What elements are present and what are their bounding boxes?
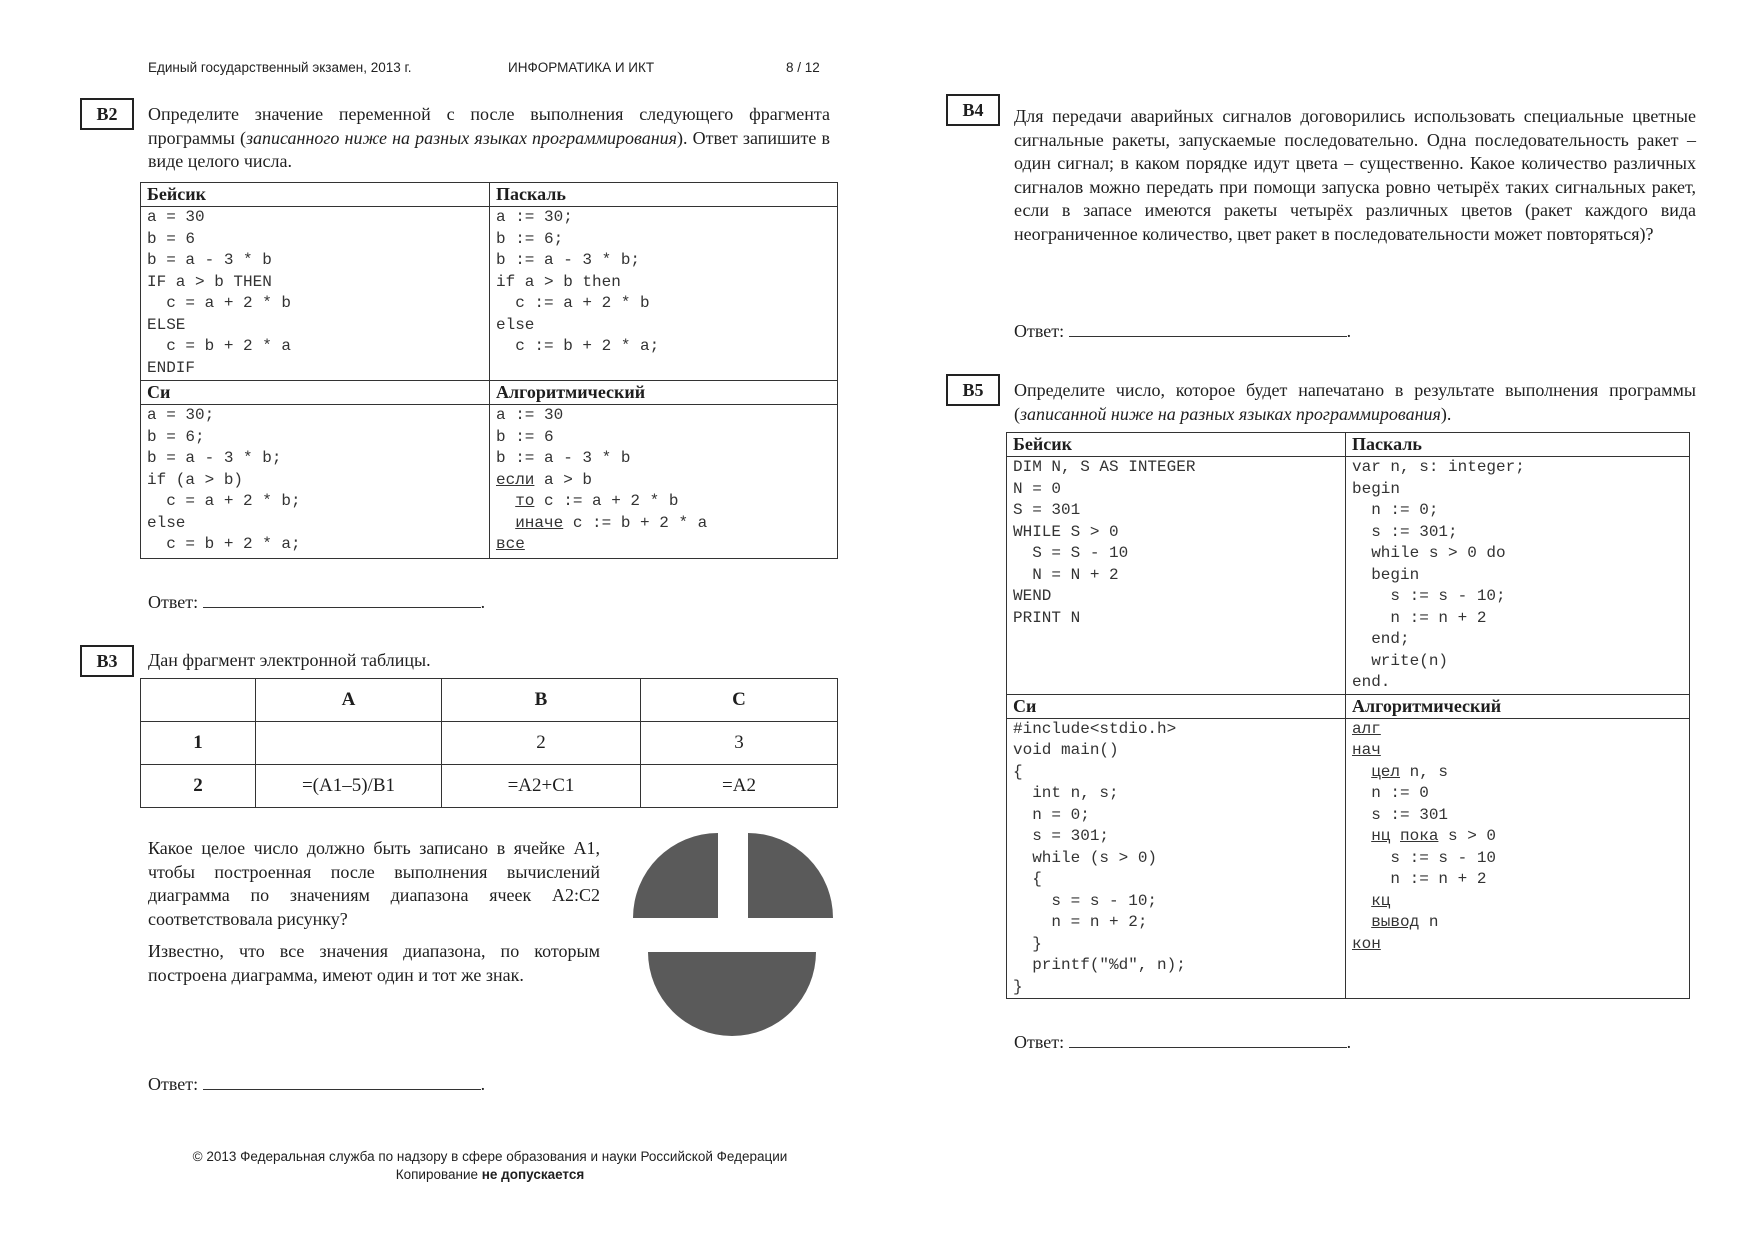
b5-algo-title: Алгоритмический [1346,694,1690,718]
b5-pascal-code: var n, s: integer; begin n := 0; s := 301; while s > 0 do begin s := s - 10; n := n + 2 end; write(n) end. [1352,458,1525,691]
footer-copyright: © 2013 Федеральная служба по надзору в сфере образования и науки Российской Федерации [192,1149,788,1164]
sheet-column-header-a: A [256,679,442,722]
pie-slice-bottom-half [648,952,816,1036]
pie-chart-figure [630,830,840,1040]
b5-basic-title: Бейсик [1007,433,1346,457]
b2-basic-code: a = 30 b = 6 b = a - 3 * b IF a > b THEN c = a + 2 * b ELSE c = b + 2 * a ENDIF [147,208,292,377]
sheet-column-header-b: B [442,679,641,722]
b2-algo-code: a := 30 b := 6 b := a - 3 * b если a > b то c := a + 2 * b иначе c := b + 2 * a все [496,406,708,553]
b5-c-code: #include<stdio.h> void main() { int n, s; n = 0; s = 301; while (s > 0) { s = s - 10; n = n + 2; } printf("%d", n); } [1013,719,1186,996]
b2-question-text: Определите значение переменной c после выполнения следующего фрагмента программы (записанного ниже на разных языках программирования). Ответ запишите в виде целого числа. [148,104,830,171]
question-label-b3: B3 [80,645,134,677]
b3-question-text: Какое целое число должно быть записано в ячейке A1, чтобы построенная после выполнения вычислений диаграмма по значениям диапазона ячеек A2:C2 соответствовала рисунку? [148,838,600,929]
b2-pascal-title: Паскаль [490,183,838,207]
b2-code-table [140,182,838,559]
b4-answer-field[interactable]: Ответ: . [1014,321,1352,341]
b2-basic-title: Бейсик [141,183,490,207]
sheet-row-header-2: 2 [141,765,256,808]
sheet-cell-b1: 2 [442,722,641,765]
sheet-cell-a2: =(A1–5)/B1 [256,765,442,808]
b5-code-table [1006,432,1690,999]
sheet-cell-c1: 3 [641,722,838,765]
b3-intro-text: Дан фрагмент электронной таблицы. [148,650,431,670]
sheet-corner-cell [141,679,256,722]
header-subject: ИНФОРМАТИКА И ИКТ [508,60,655,75]
footer-copy-notice: Копирование не допускается [395,1167,585,1182]
pie-slice-right-quarter [748,833,833,918]
b2-c-title: Си [141,381,490,405]
b3-note-text: Известно, что все значения диапазона, по которым построена диаграмма, имеют один и тот же знак. [148,941,600,985]
header-page-number: 8 / 12 [786,60,820,75]
b5-c-title: Си [1007,694,1346,718]
b2-pascal-code: a := 30; b := 6; b := a - 3 * b; if a > b then c := a + 2 * b else c := b + 2 * a; [496,208,660,355]
sheet-cell-b2: =A2+C1 [442,765,641,808]
b5-answer-field[interactable]: Ответ: . [1014,1032,1352,1052]
question-label-b4: B4 [946,94,1000,126]
b2-answer-field[interactable]: Ответ: . [148,592,486,612]
sheet-cell-a1 [256,722,442,765]
sheet-column-header-c: C [641,679,838,722]
b5-algo-code: алг нач цел n, s n := 0 s := 301 нц пока s > 0 s := s - 10 n := n + 2 кц вывод n кон [1352,719,1497,953]
b5-pascal-title: Паскаль [1346,433,1690,457]
b2-algo-title: Алгоритмический [490,381,838,405]
page-footer [140,1148,840,1184]
header-exam-title: Единый государственный экзамен, 2013 г. [148,60,412,75]
b4-question-text: Для передачи аварийных сигналов договорились использовать специальные цветные сигнальные ракеты, запускаемые последовательно. Одна последовательность ракет – один сигнал; в каком порядке идут цвета – существенно. Какое количество различных сигналов можно передать при помощи запуска ровно четырёх таких сигнальных ракет, если в запасе имеются ракеты четырёх различных цветов (ракет каждого вида неограниченное количество, цвет ракет в последовательности может повторяться)? [1014,106,1696,244]
b5-question-text: Определите число, которое будет напечатано в результате выполнения программы (записанной ниже на разных языках программирования). [1014,380,1696,424]
spreadsheet-fragment [140,678,838,808]
question-label-b5: B5 [946,374,1000,406]
pie-slice-left-quarter [633,833,718,918]
b5-basic-code: DIM N, S AS INTEGER N = 0 S = 301 WHILE S > 0 S = S - 10 N = N + 2 WEND PRINT N [1013,458,1196,627]
question-label-b2: B2 [80,98,134,130]
b2-c-code: a = 30; b = 6; b = a - 3 * b; if (a > b) c = a + 2 * b; else c = b + 2 * a; [147,406,301,553]
sheet-cell-c2: =A2 [641,765,838,808]
b3-answer-field[interactable]: Ответ: . [148,1074,486,1094]
sheet-row-header-1: 1 [141,722,256,765]
